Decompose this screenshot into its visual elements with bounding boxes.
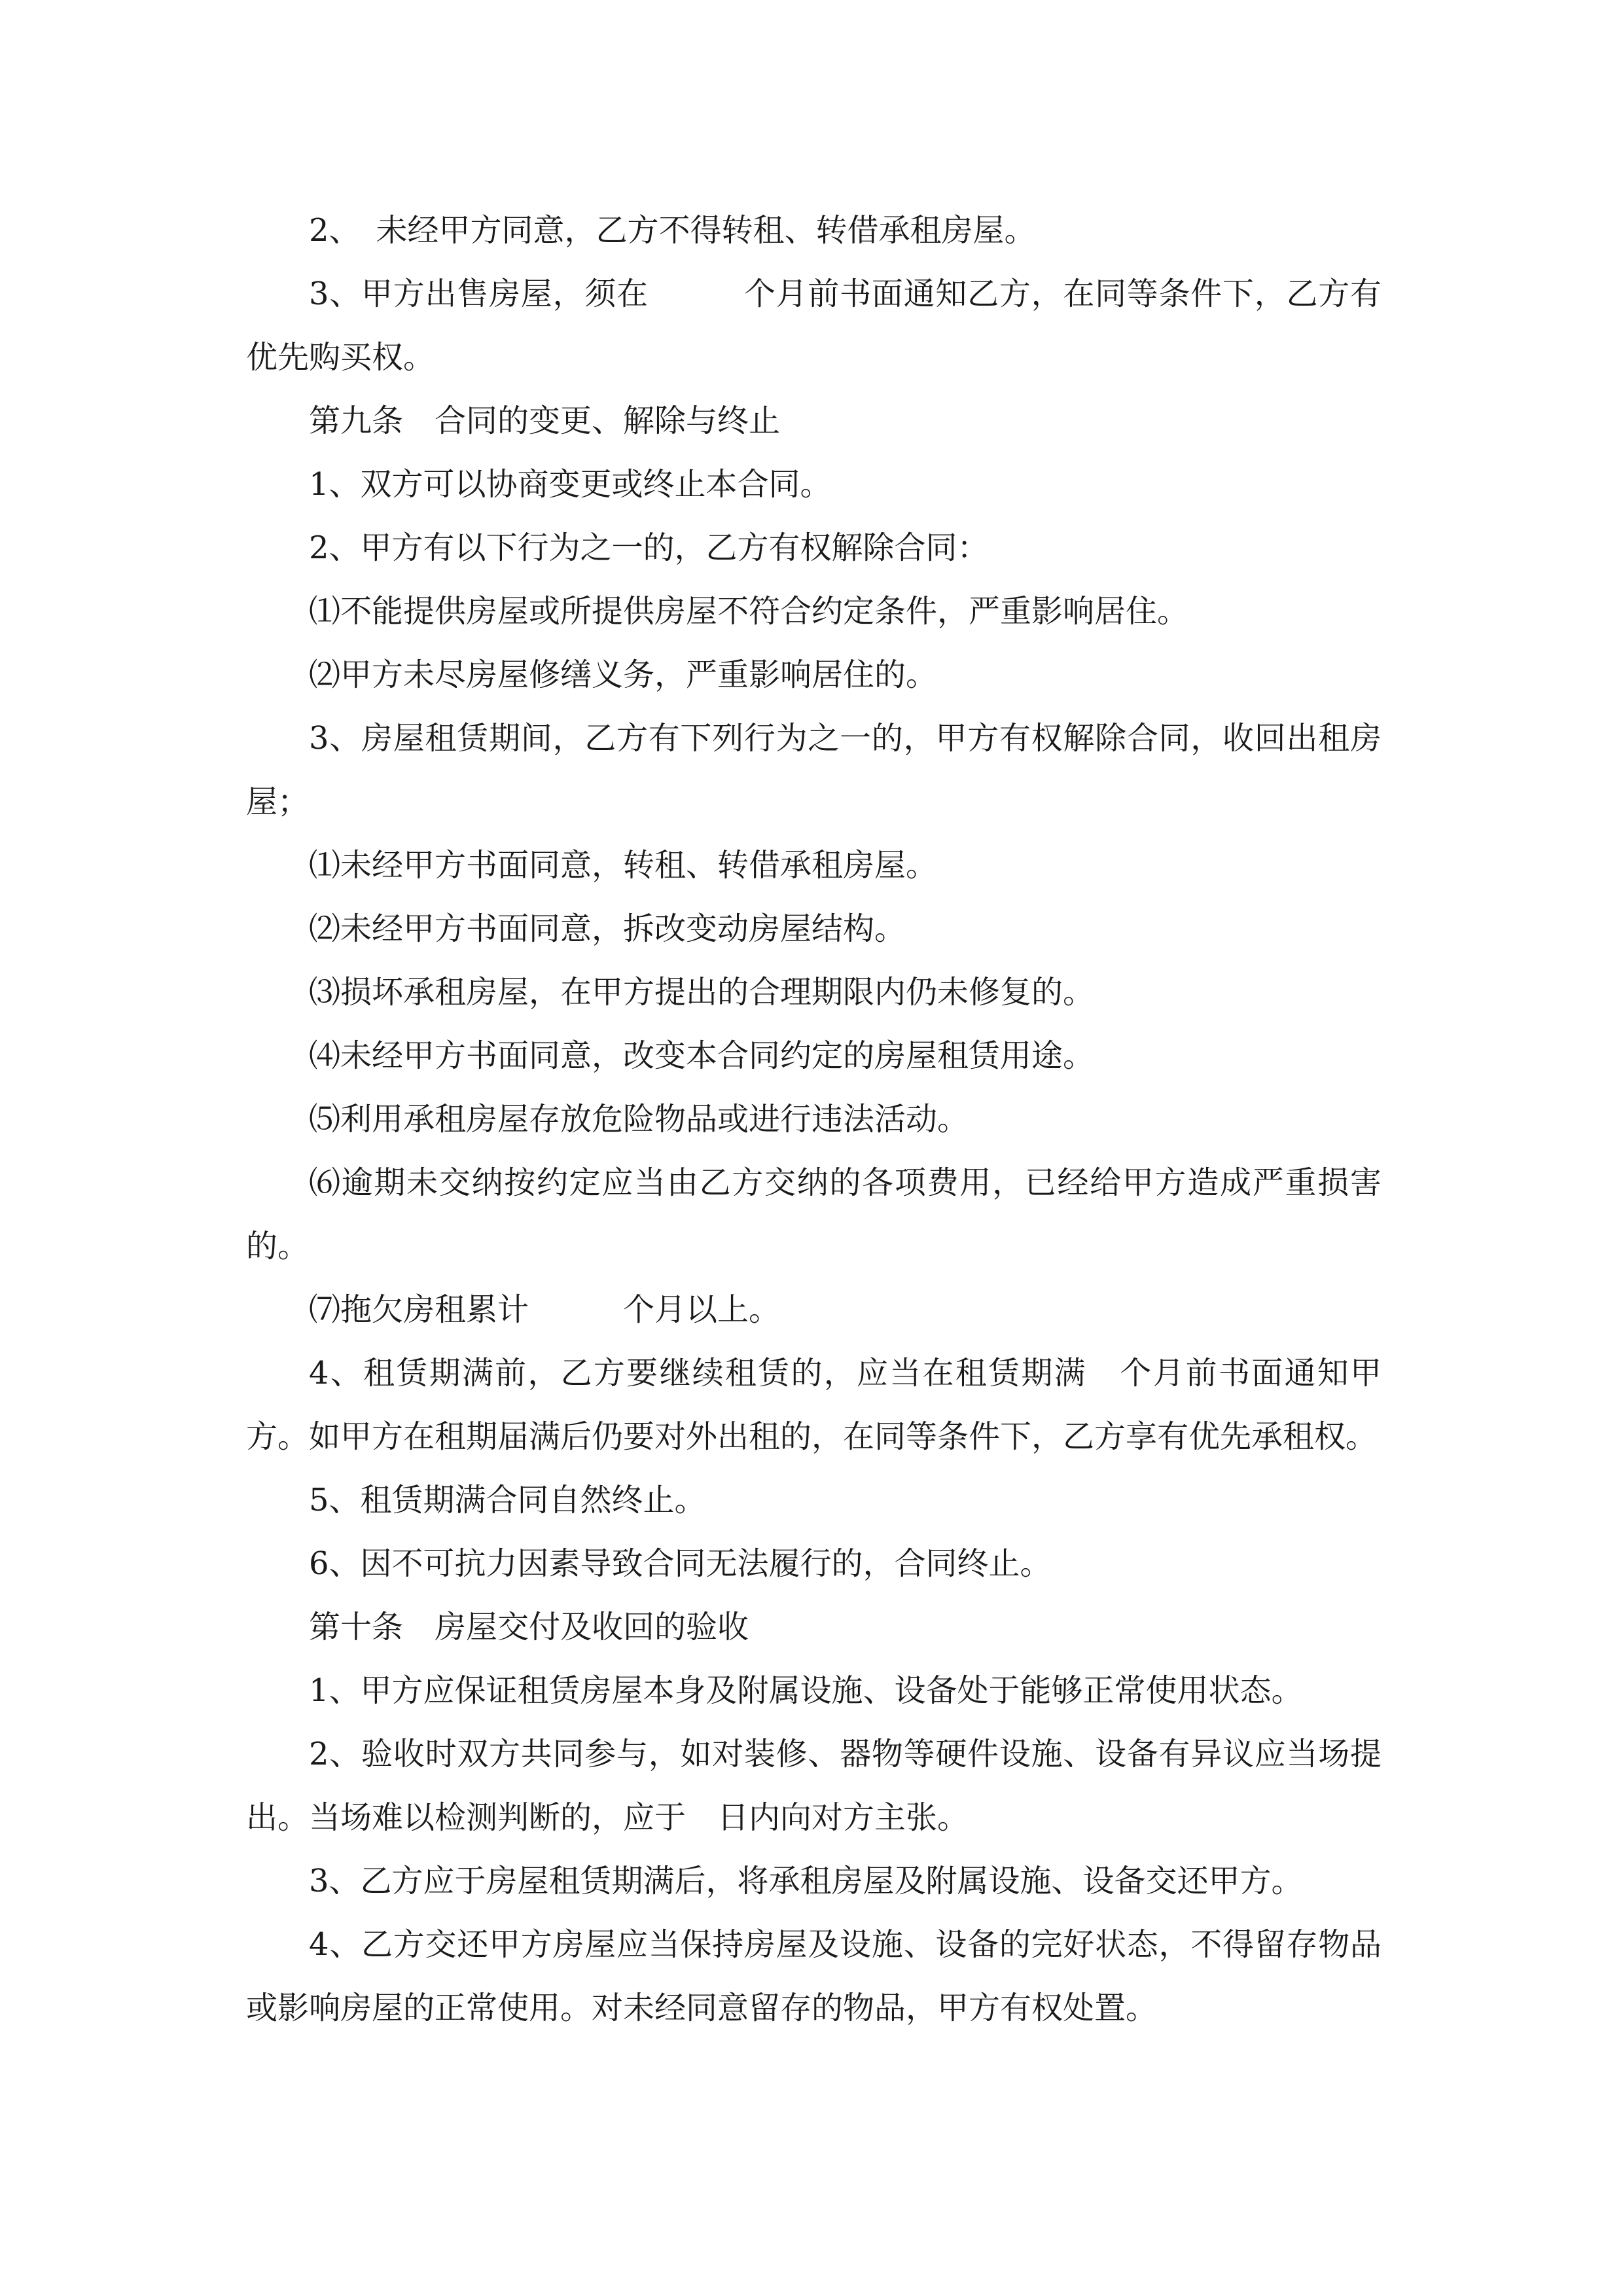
list-item: ⑹逾期未交纳按约定应当由乙方交纳的各项费用，已经给甲方造成严重损害的。	[246, 1164, 1382, 1265]
paragraph: 1、双方可以协商变更或终止本合同。	[309, 466, 832, 503]
paragraph: 2、甲方有以下行为之一的，乙方有权解除合同：	[309, 529, 989, 566]
section-heading: 第十条 房屋交付及收回的验收	[309, 1609, 749, 1645]
list-item: ⑷未经甲方书面同意，改变本合同约定的房屋租赁用途。	[309, 1037, 1095, 1074]
paragraph: 3、乙方应于房屋租赁期满后，将承租房屋及附属设施、设备交还甲方。	[309, 1863, 1303, 1899]
paragraph: 3、甲方出售房屋，须在 个月前书面通知乙方，在同等条件下，乙方有优先购买权。	[246, 276, 1382, 376]
list-item: ⑴未经甲方书面同意，转租、转借承租房屋。	[309, 847, 938, 884]
paragraph: 4、租赁期满前，乙方要继续租赁的，应当在租赁期满 个月前书面通知甲方。如甲方在租期届满后仍要对外出租的，在同等条件下，乙方享有优先承租权。	[246, 1355, 1382, 1455]
list-item: ⑶损坏承租房屋，在甲方提出的合理期限内仍未修复的。	[309, 974, 1095, 1011]
paragraph: 3、房屋租赁期间，乙方有下列行为之一的，甲方有权解除合同，收回出租房屋；	[246, 720, 1382, 820]
list-item: ⑵甲方未尽房屋修缮义务，严重影响居住的。	[309, 656, 938, 693]
list-item: ⑵未经甲方书面同意，拆改变动房屋结构。	[309, 910, 906, 947]
paragraph: 2、验收时双方共同参与，如对装修、器物等硬件设施、设备有异议应当场提出。当场难以检测判断的，应于 日内向对方主张。	[246, 1736, 1382, 1836]
list-item: ⑴不能提供房屋或所提供房屋不符合约定条件，严重影响居住。	[309, 593, 1189, 630]
paragraph: 4、乙方交还甲方房屋应当保持房屋及设施、设备的完好状态，不得留存物品或影响房屋的正常使用。对未经同意留存的物品，甲方有权处置。	[246, 1926, 1382, 2026]
list-item: ⑸利用承租房屋存放危险物品或进行违法活动。	[309, 1101, 969, 1138]
paragraph: 1、甲方应保证租赁房屋本身及附属设施、设备处于能够正常使用状态。	[309, 1672, 1303, 1709]
section-heading: 第九条 合同的变更、解除与终止	[309, 403, 781, 439]
document-body	[246, 199, 1382, 2040]
paragraph: 6、因不可抗力因素导致合同无法履行的，合同终止。	[309, 1545, 1052, 1582]
paragraph: 5、租赁期满合同自然终止。	[309, 1482, 706, 1518]
paragraph: 2、 未经甲方同意，乙方不得转租、转借承租房屋。	[309, 212, 1036, 249]
list-item: ⑺拖欠房租累计 个月以上。	[309, 1291, 781, 1328]
